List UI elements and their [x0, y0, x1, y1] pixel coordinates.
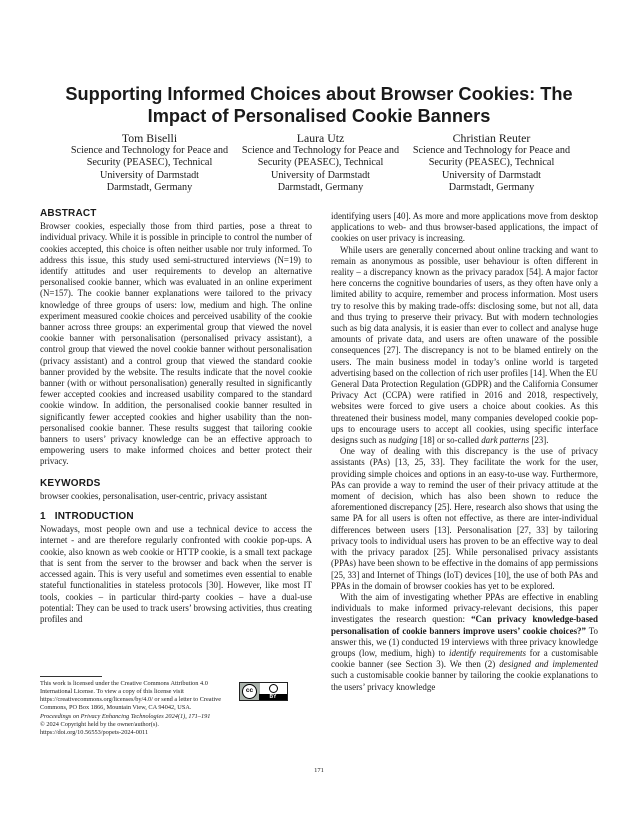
author-affiliation: Science and Technology for Peace and Security (PEASEC), Technical University of Darmstadt: [70, 145, 229, 181]
paragraph-text: for a customisable cookie banner (see Section 3). We then (2): [331, 647, 598, 670]
paragraph-text: [18] or so-called: [419, 435, 479, 446]
section-title: INTRODUCTION: [54, 511, 134, 523]
section-number: 1: [40, 511, 46, 523]
paragraph-text: To answer this, we (1) conducted 19 interviews with three privacy knowledge groups (low, medium, high) to: [331, 625, 598, 658]
author-affiliation: Science and Technology for Peace and Security (PEASEC), Technical University of Darmstadt: [241, 145, 400, 181]
emphasis-identify: identify requirements: [449, 647, 526, 658]
right-paragraph-1: identifying users [40]. As more and more applications move from desktop applications to web- and thus browser-based applications, the impact of cookies on user privacy is increasing.: [331, 211, 598, 244]
copyright-line: © 2024 Copyright held by the owner/author(s).: [40, 720, 159, 728]
right-paragraph-3: One way of dealing with this discrepancy is the use of privacy assistants (PAs) [13, 25, 33]. They facilitate the work for the user, providing simple choices and options in an easy-to-use way. Furthermore, PAs can provide a way to remind the user of their privacy attitude at the moment of decision, which has also been shown to reduce the aforementioned discrepancy [25]. Here, research also shows that using the same PA for all users is often not effective, as there are inter-individual differences between users [13]. Personalisation [27, 33] by tailoring privacy tools to individual users has proven to be an effective way to deal with the privacy paradox [25]. While personalised privacy assistants (PPAs) have been shown to be effective in the domains of app permissions [25, 33] and Internet of Things (IoT) devices [10], the use of both PAs and PPAs in the domain of browser cookies has yet to be explored.: [331, 446, 598, 591]
license-footnote: [40, 680, 290, 737]
author-2: [235, 131, 406, 194]
author-location: Darmstadt, Germany: [448, 181, 535, 193]
person-icon: [269, 684, 278, 693]
emphasis-dark-patterns: dark patterns: [481, 435, 530, 446]
paragraph-text: [23].: [531, 435, 549, 446]
cc-by-license-icon[interactable]: [239, 682, 288, 701]
keywords-heading: KEYWORDS: [40, 477, 101, 489]
doi-link[interactable]: https://doi.org/10.56553/popets-2024-0011: [40, 728, 149, 736]
author-name: Tom Biselli: [121, 131, 178, 145]
cc-logo-icon: cc: [242, 684, 257, 699]
footnote-rule: [40, 676, 102, 677]
paper-title: Supporting Informed Choices about Browser Cookies: The Impact of Personalised Cookie Banners: [65, 84, 573, 126]
keywords-text: browser cookies, personalisation, user-centric, privacy assistant: [40, 490, 268, 501]
author-affiliation: Science and Technology for Peace and Security (PEASEC), Technical University of Darmstadt: [412, 145, 571, 181]
research-question: “Can privacy knowledge-based personalisation of cookie banners improve users’ cookie choices?”: [331, 614, 598, 636]
introduction-heading: [40, 511, 312, 522]
author-1: [64, 131, 235, 194]
paragraph-text: With the aim of investigating whether PPAs are effective in enabling individuals to make informed privacy-relevant decisions, this paper investigates the research question:: [331, 591, 598, 625]
author-location: Darmstadt, Germany: [106, 181, 193, 193]
license-text: This work is licensed under the Creative Commons Attribution 4.0 International License. To view a copy of this license visit https://creativecommons.org/licenses/by/4.0/ or send a letter to Creative Commons, PO Box 1866, Mountain View, CA 94042, USA.: [40, 680, 222, 712]
left-column: [40, 208, 312, 625]
emphasis-design: designed and implemented: [499, 659, 599, 670]
by-label: BY: [259, 694, 287, 700]
proceedings-line: [40, 713, 290, 721]
author-location: Darmstadt, Germany: [277, 181, 364, 193]
author-3: [406, 131, 577, 194]
abstract-heading: ABSTRACT: [40, 208, 97, 219]
intro-paragraph-1: Nowadays, most people own and use a technical device to access the internet - and are therefore regularly confronted with cookie pop-ups. A cookie, also known as web cookie or HTTP cookie, is a small text package that is sent from the server to the browser and back when the server is accessed again. This is very useful and sometimes even essential to enable stateful functionalities in stateless protocols [30]. However, like most IT tools, cookies – in particular third-party cookies – have a dual-use potential: They can be used to track users’ browsing activities, thus creating profiles and: [40, 524, 312, 624]
abstract-text: Browser cookies, especially those from third parties, pose a threat to individual privacy. While it is possible in principle to control the number of cookies accepted, this choice is often neither usable nor truly informed. To address this issue, this study used semi-structured interviews (N=19) to identify attitudes and user requirements to develop an alternative personalised cookie banner, which was evaluated in an online experiment (N=157). The cookie banner explanations were tailored to the privacy knowledge of three groups of users: low, medium and high. The online experiment measured cookie choices and perceived usability of the cookie banner across three groups: an experimental group that viewed the novel cookie banner with personalisation (personalised privacy assistant), a control group that viewed the novel cookie banner without personalisation (privacy assistant) and a control group that viewed the standard cookie banner provided by the website. The results indicate that the novel cookie banner (with or without personalisation) generally resulted in significantly fewer accepted cookies and increased usability compared to the standard cookie window. In addition, the personalised cookie banner resulted in significantly fewer accepted cookies and higher usability than the non-personalised cookie banner. These results suggest that tailoring cookie banners to users’ privacy knowledge can be an effective approach to empowering users to make informed choices and better protect their privacy.: [40, 221, 312, 467]
proceedings-text: Proceedings on Privacy Enhancing Technologies 2024(1), 171–191: [40, 712, 211, 720]
page-number: 171: [314, 767, 324, 774]
right-paragraph-4: [331, 592, 598, 693]
right-column: [331, 211, 598, 693]
paragraph-text: such a customisable cookie banner by tailoring the cookie explanations to the users’ privacy knowledge: [331, 670, 598, 692]
attribution-icon: [260, 683, 287, 694]
right-paragraph-2: [331, 245, 598, 447]
emphasis-nudging: nudging: [388, 435, 418, 446]
author-name: Laura Utz: [296, 131, 345, 145]
author-name: Christian Reuter: [452, 131, 531, 145]
paragraph-text: While users are generally concerned about online tracking and want to remain as anonymous as possible, user behaviour is often different in reality – a discrepancy known as the privacy paradox [54]. A major factor here concerns the cognitive boundaries of users, as they often have only a limited ability to acquire, remember and process information. Most users try to resolve this by making trade-offs: disclosing some, but not all, data and thus trying to preserve their privacy. But with modern technologies such as big data analysis, it is easier than ever to collect and analyse huge amounts of private data, and users are often unaware of the possible consequences [27]. The discrepancy is not to be blamed entirely on the users. The main business model in today’s online world is targeted advertising based on the collection of rich user profiles [14]. When the EU General Data Protection Regulation (GDPR) and the California Consumer Privacy Act (CCPA) were ratified in 2016 and 2018, respectively, websites were forced to give users a choice about cookies. As this threatened their business model, many companies developed cookie pop-ups to encourage users to accept all cookies, using specific interface designs such as: [331, 244, 598, 446]
